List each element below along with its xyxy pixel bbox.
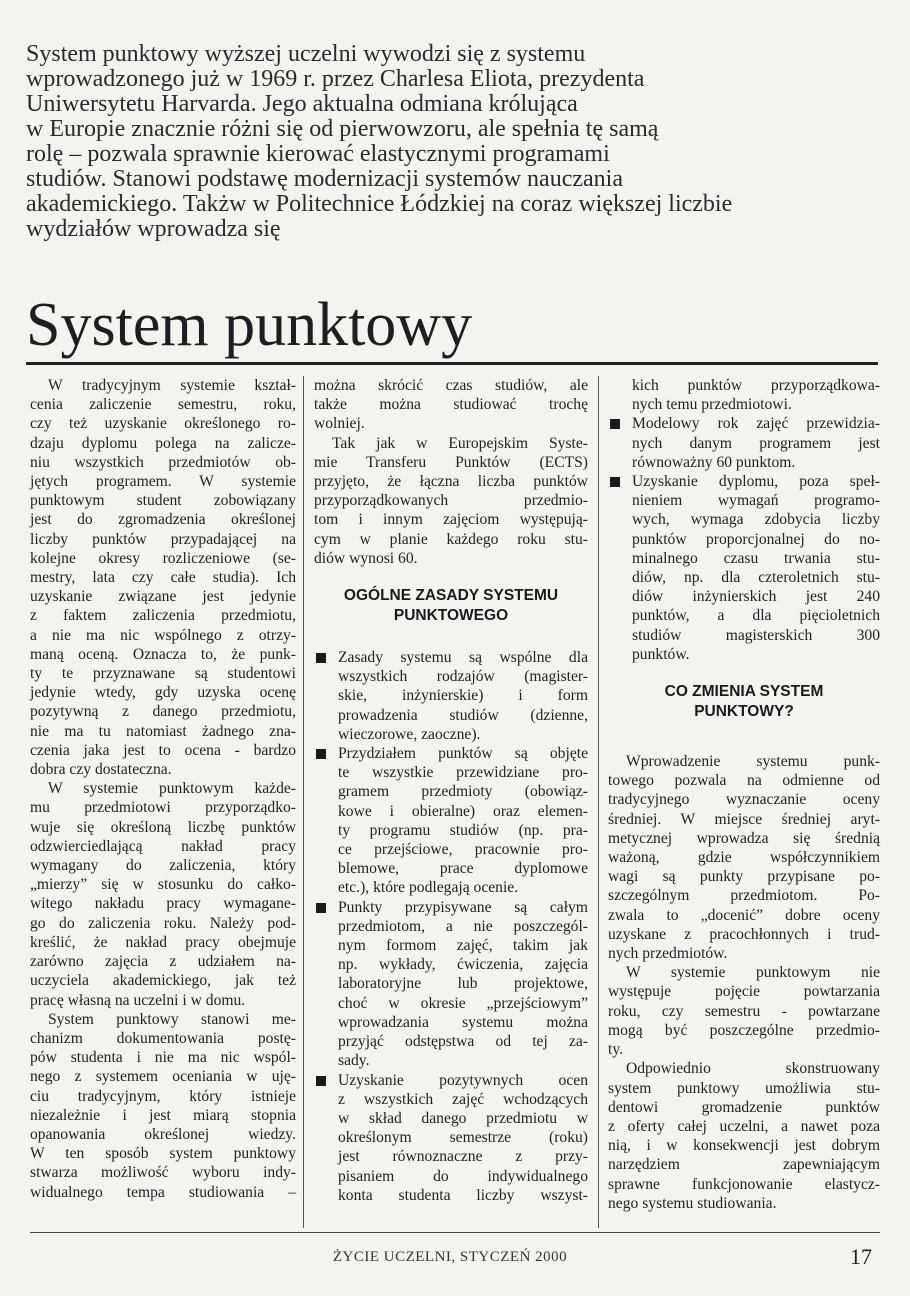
text-line: narzędziem zapewniającym — [608, 1156, 880, 1174]
text-line: nią, i w konsekwencji jest dobrym — [608, 1137, 880, 1155]
bullet-item — [314, 648, 588, 744]
column-divider — [598, 376, 599, 1228]
text-line: ty. — [608, 1041, 624, 1059]
bullet-item — [314, 898, 588, 1071]
text-line: tom i innym zajęciom występują- — [314, 511, 588, 529]
text-line: punktów. — [632, 645, 690, 663]
text-line: ty te przyznawane są studentowi — [30, 665, 296, 683]
text-line: blemowe, prace dyplomowe — [338, 860, 588, 878]
text-line: kolejne okresy rozliczeniowe (se- — [30, 549, 296, 567]
text-line: określonym semestrze (roku) — [338, 1129, 588, 1147]
heading-line: PUNKTOWY? — [694, 703, 794, 721]
text-line: diów inżynierskich jest 240 — [632, 588, 880, 606]
text-line: przyporządkowanych przedmio- — [314, 492, 588, 510]
text-line: kowe i obieralne) oraz elemen- — [338, 802, 588, 820]
text-line: punktów proporcjonalnej do no- — [632, 530, 880, 548]
text-line: W systemie punktowym nie — [626, 964, 880, 982]
text-line: maną oceną. Oznacza to, że punk- — [30, 645, 296, 663]
text-line: mie Transferu Punktów (ECTS) — [314, 453, 588, 471]
section-heading — [314, 586, 588, 626]
text-line: kich punktów przyporządkowa- — [632, 377, 880, 394]
text-line: pisaniem do indywidualnego — [338, 1167, 588, 1185]
title-rule — [26, 362, 878, 365]
text-line: przedmiotom, a nie poszczegól- — [338, 917, 588, 935]
text-line: np. wykłady, ćwiczenia, zajęcia — [338, 956, 588, 974]
text-line: sady. — [338, 1052, 370, 1070]
text-line: sprawne funkcjonowanie elastycz- — [608, 1175, 880, 1193]
lead-line: wprowadzonego już w 1969 r. przez Charlesa Eliota, prezydenta — [26, 66, 645, 92]
bullet-item — [608, 472, 880, 664]
column-3 — [608, 376, 880, 1213]
text-line: jętych programem. W systemie — [30, 473, 296, 491]
text-line: a nie ma nic wspólnego z otrzy- — [30, 626, 296, 644]
text-line: gramem przedmioty (obowiąz- — [338, 783, 588, 801]
text-line: diów wynosi 60. — [314, 549, 418, 567]
text-line: Uzyskanie dyplomu, poza speł- — [632, 473, 880, 491]
publication-footer: ŻYCIE UCZELNI, STYCZEŃ 2000 — [332, 1249, 568, 1265]
text-line: metycznej wprowadza się średnią — [608, 829, 880, 847]
text-line: uzyskane z pracochłonnych i trud- — [608, 925, 880, 943]
text-line: szczególnym przedmiotom. Po- — [608, 887, 880, 905]
text-line: uzyskanie związane jest jedynie — [30, 588, 296, 606]
section-heading — [608, 682, 880, 722]
text-line: wagi są punkty przypisane po- — [608, 868, 880, 886]
text-line: przyjąć odstępstwa od tej za- — [338, 1033, 588, 1051]
text-line: nieniem wymagań programo- — [632, 492, 880, 510]
text-line: pozytywną z danego przedmiotu, — [30, 703, 296, 721]
text-line: choć w okresie „przejściowym” — [338, 994, 588, 1012]
text-line: W ten sposób system punktowy — [30, 1145, 296, 1163]
text-line: ty programu studiów (np. pra- — [338, 821, 588, 839]
bullet-square-icon — [610, 477, 620, 487]
text-line: diów, np. dla czteroletnich stu- — [632, 569, 880, 587]
text-line: W systemie punktowym każde- — [48, 780, 296, 798]
text-line: nym formom zajęć, takim jak — [338, 937, 588, 955]
text-line: punktowym student zobowiązany — [30, 492, 296, 510]
lead-line: wydziałów wprowadza się — [26, 216, 281, 242]
text-line: zarówno zajęcia z udziałem na- — [30, 953, 296, 971]
column-2 — [314, 376, 588, 1205]
text-line: średniej. W miejsce średniej aryt- — [608, 810, 880, 828]
text-line: cenia zaliczenie semestru, roku, — [30, 396, 296, 414]
text-line: ważoną, gdzie współczynnikiem — [608, 849, 880, 867]
text-line: ciu tradycyjnym, który istnieje — [30, 1087, 296, 1105]
bullet-item — [314, 1071, 588, 1205]
text-line: czy też uzyskanie określonego ro- — [30, 415, 296, 433]
lead-line: rolę – pozwala sprawnie kierować elastycznymi programami — [26, 141, 610, 167]
text-line: witego nakładu pracy wymagane- — [30, 895, 296, 913]
text-line: pracę własną na uczelni i w domu. — [30, 991, 246, 1009]
text-line: jedynie wtedy, gdy uzyska ocenę — [30, 684, 296, 702]
text-line: jest równoznaczne z przy- — [338, 1148, 588, 1166]
lead-line: Uniwersytetu Harvarda. Jego aktualna odmiana królująca — [26, 91, 578, 117]
bullet-square-icon — [316, 1076, 326, 1086]
lead-line: studiów. Stanowi podstawę modernizacji systemów nauczania — [26, 166, 623, 192]
text-line: nych przedmiotów. — [608, 945, 728, 963]
text-line: uczyciela akademickiego, jak też — [30, 972, 296, 990]
text-line: odzwierciedlającą nakład pracy — [30, 837, 296, 855]
text-line: Przydziałem punktów są objęte — [338, 745, 588, 763]
heading-line: PUNKTOWEGO — [393, 607, 509, 625]
text-line: nych danym programem jest — [632, 434, 880, 452]
text-line: towego pozwala na odmienne od — [608, 772, 880, 790]
text-line: Uzyskanie pozytywnych ocen — [338, 1071, 588, 1089]
text-line: go do zaliczenia roku. Należy pod- — [30, 914, 296, 932]
text-line: mogą być poszczególne przedmio- — [608, 1021, 880, 1039]
text-line: zwala to „docenić” dobre oceny — [608, 906, 880, 924]
text-line: studiów magisterskich 300 — [632, 626, 880, 644]
text-line: chanizm dokumentowania postę- — [30, 1029, 296, 1047]
text-line: dentowi gromadzenie punktów — [608, 1098, 880, 1116]
text-line: Wprowadzenie systemu punk- — [626, 753, 880, 771]
text-line: równoważny 60 punktom. — [632, 453, 796, 471]
text-line: Modelowy rok zajęć przewidzia- — [632, 415, 880, 433]
page-number: 17 — [850, 1244, 872, 1269]
text-line: wymagany do zaliczenia, który — [30, 857, 296, 875]
text-line: wolniej. — [314, 415, 365, 433]
text-line: Punkty przypisywane są całym — [338, 898, 588, 916]
lead-line: akademickiego. Takżw w Politechnice Łódzkiej na coraz większej liczbie — [26, 191, 733, 217]
bullet-square-icon — [316, 903, 326, 913]
bullet-continuation — [608, 376, 880, 414]
text-line: pów studenta i nie ma nic wspól- — [30, 1049, 296, 1067]
text-line: można skrócić czas studiów, ale — [314, 377, 588, 394]
text-line: z oferty całej uczelni, a nawet poza — [608, 1117, 880, 1135]
text-line: opanowania określonej wiedzy. — [30, 1125, 296, 1143]
text-line: ce przejściowe, pracownie pro- — [338, 841, 588, 859]
text-line: W tradycyjnym systemie kształ- — [48, 377, 296, 394]
text-line: Tak jak w Europejskim Syste- — [332, 434, 588, 452]
column-1 — [30, 376, 296, 1202]
text-line: mu przedmiotowi przyporządko- — [30, 799, 296, 817]
text-line: wuje się określoną liczbę punktów — [30, 818, 296, 836]
text-line: nego z systemem oceniania w uję- — [30, 1068, 296, 1086]
text-line: widualnego tempa studiowania – — [30, 1183, 296, 1201]
text-line: skie, inżynierskie) i form — [338, 687, 588, 705]
text-line: w skład danego przedmiotu w — [338, 1109, 588, 1127]
bullet-item — [314, 744, 588, 898]
text-line: niezależnie i jest miarą stopnia — [30, 1106, 296, 1124]
text-line: z wszystkich zajęć wchodzących — [338, 1090, 588, 1108]
text-line: etc.), które podlegają ocenie. — [338, 879, 519, 897]
text-line: tradycyjnego wyznaczanie oceny — [608, 791, 880, 809]
text-line: z faktem zaliczenia przedmiotu, — [30, 607, 296, 625]
text-line: punktów, a dla pięcioletnich — [632, 607, 880, 625]
text-line: wprowadzania systemu można — [338, 1013, 588, 1031]
text-line: wszystkich rodzajów (magister- — [338, 668, 588, 686]
bullet-square-icon — [610, 419, 620, 429]
text-line: jest do zgromadzenia określonej — [30, 511, 296, 529]
text-line: roku, czy semestru - powtarzane — [608, 1002, 880, 1020]
text-line: dzaju dyplomu polega na zalicze- — [30, 434, 296, 452]
lead-line: w Europie znacznie różni się od pierwowzoru, ale spełnia tę samą — [26, 116, 659, 142]
footer-rule — [30, 1232, 880, 1233]
text-line: wieczorowe, zaoczne). — [338, 725, 481, 743]
text-line: te wszystkie przewidziane pro- — [338, 764, 588, 782]
text-line: wych, wymaga zdobycia liczby — [632, 511, 880, 529]
article-title: System punktowy — [26, 291, 473, 359]
heading-line: OGÓLNE ZASADY SYSTEMU — [343, 587, 559, 605]
text-line: laboratoryjne lub projektowe, — [338, 975, 588, 993]
text-line: nego systemu studiowania. — [608, 1194, 777, 1212]
text-line: nie ma tu natomiast żadnego zna- — [30, 722, 296, 740]
text-line: prowadzenia studiów (dzienne, — [338, 706, 588, 724]
text-line: dobra czy dostateczna. — [30, 761, 172, 779]
text-line: występuje pojęcie powtarzania — [608, 983, 880, 1001]
text-line: liczby punktów przypadającej na — [30, 530, 296, 548]
lead-line: System punktowy wyższej uczelni wywodzi się z systemu — [26, 41, 586, 67]
text-line: system punktowy umożliwia stu- — [608, 1079, 880, 1097]
text-line: czenia jaka jest to ocena - bardzo — [30, 741, 296, 759]
text-line: stwarza możliwość wyboru indy- — [30, 1164, 296, 1182]
text-line: także można studiować trochę — [314, 396, 588, 414]
text-line: nych temu przedmiotowi. — [632, 396, 792, 414]
text-line: System punktowy stanowi me- — [48, 1010, 296, 1028]
text-line: konta studenta liczby wszyst- — [338, 1186, 588, 1204]
text-line: „mierzy” się w stosunku do całko- — [30, 876, 296, 894]
bullet-square-icon — [316, 749, 326, 759]
text-line: Odpowiednio skonstruowany — [626, 1060, 880, 1078]
text-line: przyjęto, że łączna liczba punktów — [314, 473, 588, 491]
lead-paragraph — [26, 42, 876, 242]
text-line: Zasady systemu są wspólne dla — [338, 649, 588, 667]
text-line: niu wszystkich przedmiotów ob- — [30, 453, 296, 471]
bullet-item — [608, 414, 880, 472]
column-divider — [303, 376, 304, 1228]
text-line: mestry, lata czy całe studia). Ich — [30, 569, 296, 587]
text-line: kreślić, że nakład pracy obejmuje — [30, 933, 296, 951]
text-line: cym w planie każdego roku stu- — [314, 530, 588, 548]
text-line: minalnego czasu trwania stu- — [632, 549, 880, 567]
bullet-square-icon — [316, 653, 326, 663]
heading-line: CO ZMIENIA SYSTEM — [664, 683, 824, 701]
